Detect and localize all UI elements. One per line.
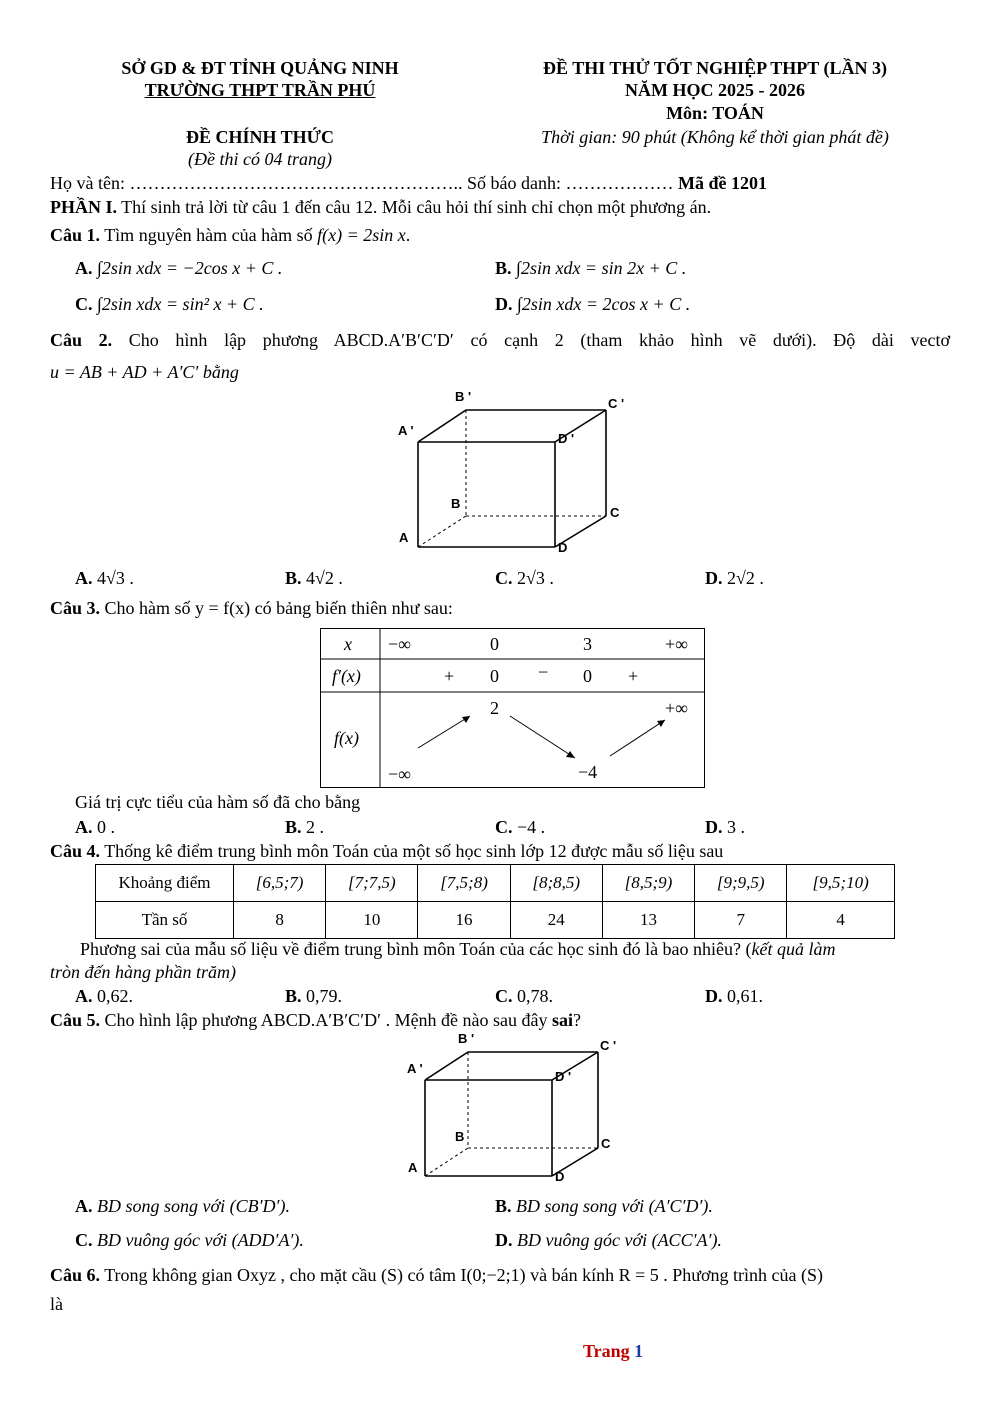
vt-x-label: x	[344, 634, 352, 654]
freq-value-cell: 8	[234, 902, 326, 939]
vt-f-label: f(x)	[334, 728, 359, 748]
cube1-label-c: C	[610, 505, 620, 520]
q4-option-c-text: 0,78.	[517, 986, 553, 1006]
vt-x-neg-inf: −∞	[388, 634, 411, 654]
student-info-line	[50, 173, 767, 194]
part1-title: PHẦN I.	[50, 197, 117, 217]
q3-option-a-text: 0 .	[97, 817, 115, 837]
vt-fp-zero-1: 0	[490, 666, 499, 686]
q3-option-c[interactable]: C. −4 .	[495, 817, 546, 837]
part1-instruction	[50, 197, 711, 218]
freq-header-cell: [8,5;9)	[602, 865, 694, 902]
q1-option-a-text: ∫2sin xdx = −2cos x + C .	[97, 258, 283, 278]
q4-option-a-text: 0,62.	[97, 986, 133, 1006]
q2-option-a-text: 4√3 .	[97, 568, 134, 588]
vt-fp-zero-2: 0	[583, 666, 592, 686]
q1-text: Tìm nguyên hàm của hàm số	[100, 225, 318, 245]
q3-label: Câu 3.	[50, 598, 101, 618]
q3-option-c-text: −4 .	[517, 817, 546, 837]
cube1-label-b: B	[451, 496, 461, 511]
q3-text: Cho hàm số y = f(x) có bảng biến thiên như sau:	[100, 598, 453, 618]
q1-option-d-text: ∫2sin xdx = 2cos x + C .	[517, 294, 691, 314]
exam-title: ĐỀ THI THỬ TỐT NGHIỆP THPT (LẦN 3)	[543, 58, 887, 78]
cube2-label-b1: B '	[458, 1031, 475, 1046]
q6-label: Câu 6.	[50, 1265, 101, 1285]
q5-option-d[interactable]: D. BD vuông góc với (ACC′A′).	[495, 1230, 722, 1250]
freq-header-cell: [9,5;10)	[787, 865, 895, 902]
vt-x-0: 0	[490, 634, 499, 654]
q3-option-a[interactable]: A. 0 .	[75, 817, 115, 837]
q3-followup: Giá trị cực tiểu của hàm số đã cho bằng	[75, 792, 361, 812]
q6-text: Trong không gian Oxyz , cho mặt cầu (S) có tâm I(0;−2;1) và bán kính R = 5 . Phương trình của (S)	[100, 1265, 823, 1285]
cube1-label-d: D	[558, 540, 568, 555]
q4-question	[80, 939, 836, 960]
footer-page-number: 1	[634, 1341, 644, 1361]
cube2-label-b: B	[455, 1129, 465, 1144]
vt-x-pos-inf: +∞	[665, 634, 688, 654]
vt-f-pos-inf: +∞	[665, 698, 688, 718]
q2-option-b[interactable]: B. 4√2 .	[285, 568, 343, 588]
cube1-label-a: A	[399, 530, 409, 545]
vt-f-max: 2	[490, 698, 499, 718]
q3-option-d-text: 3 .	[727, 817, 745, 837]
freq-header-cell: [7,5;8)	[418, 865, 510, 902]
vt-f-min: −4	[578, 762, 598, 782]
q4-question-text: Phương sai của mẫu số liệu về điểm trung bình môn Toán của các học sinh đó là bao nhiêu? (	[80, 939, 752, 959]
q3-option-b-text: 2 .	[306, 817, 325, 837]
official-label: ĐỀ CHÍNH THỨC	[185, 127, 335, 147]
q4-option-b[interactable]: B. 0,79.	[285, 986, 343, 1006]
freq-label-cell: Tần số	[96, 902, 234, 939]
vt-x-3: 3	[583, 634, 592, 654]
footer-word: Trang	[583, 1341, 630, 1361]
q4-text: Thống kê điểm trung bình môn Toán của một số học sinh lớp 12 được mẫu số liệu sau	[100, 841, 724, 861]
vt-fp-label: f′(x)	[332, 666, 361, 686]
freq-value-cell: 13	[602, 902, 694, 939]
question-4	[50, 841, 723, 862]
freq-value-cell: 16	[418, 902, 510, 939]
q2-option-d[interactable]: D. 2√2 .	[705, 568, 764, 588]
question-3	[50, 598, 453, 619]
q1-math: f(x) = 2sin x	[317, 225, 406, 245]
name-label: Họ và tên: ……………………………………………….. Số báo danh: ………………	[50, 173, 678, 193]
cube2-label-c: C	[601, 1136, 611, 1151]
exam-code: Mã đề 1201	[677, 173, 767, 193]
freq-header-cell: Khoảng điểm	[96, 865, 234, 902]
q5-option-a-text: BD song song với (CB′D′).	[97, 1196, 290, 1216]
question-6	[50, 1265, 823, 1286]
time-note: Thời gian: 90 phút (Không kể thời gian phát đề)	[541, 127, 889, 147]
cube2-label-d1: D '	[555, 1069, 572, 1084]
q2-vector-line: u = AB + AD + A′C′ bằng	[50, 362, 239, 382]
part1-text: Thí sinh trả lời từ câu 1 đến câu 12. Mỗi câu hỏi thí sinh chỉ chọn một phương án.	[117, 197, 712, 217]
q4-question-italic: kết quả làm	[751, 939, 836, 959]
freq-header-row	[96, 865, 895, 902]
cube1-label-b1: B '	[455, 389, 472, 404]
q2-option-a[interactable]: A. 4√3 .	[75, 568, 134, 588]
frequency-table	[95, 864, 895, 939]
q5-text: Cho hình lập phương ABCD.A′B′C′D′ . Mệnh đề nào sau đây	[100, 1010, 553, 1030]
q5-bold-word: sai	[552, 1010, 574, 1030]
school-year: NĂM HỌC 2025 - 2026	[625, 80, 805, 100]
question-5	[50, 1010, 581, 1031]
subject: Môn: TOÁN	[666, 103, 764, 123]
q5-option-c-text: BD vuông góc với (ADD′A′).	[97, 1230, 304, 1250]
q4-question-line2: tròn đến hàng phần trăm)	[50, 962, 236, 982]
cube2-label-d: D	[555, 1169, 565, 1184]
vt-fp-sign-1: +	[444, 666, 455, 686]
cube-figure-2	[400, 1030, 630, 1185]
q3-option-b[interactable]: B. 2 .	[285, 817, 325, 837]
q2-text: Cho hình lập phương ABCD.A′B′C′D′ có cạnh 2 (tham khảo hình vẽ dưới). Độ dài vectơ	[128, 330, 951, 350]
cube1-label-a1: A '	[398, 423, 414, 438]
q4-option-a[interactable]: A. 0,62.	[75, 986, 133, 1006]
pages-note: (Đề thi có 04 trang)	[188, 149, 332, 169]
q2-label: Câu 2.	[50, 330, 113, 350]
q2-option-c[interactable]: C. 2√3 .	[495, 568, 554, 588]
q6-line2: là	[50, 1294, 63, 1314]
freq-value-cell: 24	[510, 902, 602, 939]
q5-option-c[interactable]: C. BD vuông góc với (ADD′A′).	[75, 1230, 304, 1250]
q3-option-d[interactable]: D. 3 .	[705, 817, 745, 837]
page-footer	[583, 1341, 643, 1362]
freq-value-cell: 4	[787, 902, 895, 939]
q5-end: ?	[573, 1010, 582, 1030]
q5-option-a[interactable]: A. BD song song với (CB′D′).	[75, 1196, 290, 1216]
vt-fp-sign-3: +	[628, 666, 639, 686]
cube1-label-c1: C '	[608, 396, 625, 411]
q1-option-d[interactable]: D. ∫2sin xdx = 2cos x + C .	[495, 294, 691, 314]
freq-header-cell: [9;9,5)	[695, 865, 787, 902]
q2-option-b-text: 4√2 .	[306, 568, 343, 588]
cube1-label-d1: D '	[558, 431, 575, 446]
freq-value-row	[96, 902, 895, 939]
variation-table	[320, 628, 705, 788]
cube2-label-a1: A '	[407, 1061, 423, 1076]
q4-option-b-text: 0,79.	[306, 986, 343, 1006]
freq-value-cell: 7	[695, 902, 787, 939]
q5-option-d-text: BD vuông góc với (ACC′A′).	[517, 1230, 722, 1250]
q5-option-b[interactable]: B. BD song song với (A′C′D′).	[495, 1196, 713, 1216]
cube2-label-a: A	[408, 1160, 418, 1175]
q1-option-c-text: ∫2sin xdx = sin² x + C .	[97, 294, 264, 314]
q1-label: Câu 1.	[50, 225, 101, 245]
q4-label: Câu 4.	[50, 841, 101, 861]
q4-option-c[interactable]: C. 0,78.	[495, 986, 553, 1006]
freq-header-cell: [7;7,5)	[326, 865, 418, 902]
question-1	[50, 225, 410, 246]
vt-fp-sign-2: −	[538, 662, 549, 682]
q5-option-b-text: BD song song với (A′C′D′).	[516, 1196, 713, 1216]
q1-option-a[interactable]: A. ∫2sin xdx = −2cos x + C .	[75, 258, 283, 278]
freq-header-cell: [6,5;7)	[234, 865, 326, 902]
school-name: TRƯỜNG THPT TRẦN PHÚ	[144, 80, 376, 100]
department-name: SỞ GD & ĐT TỈNH QUẢNG NINH	[121, 58, 399, 78]
q2-option-c-text: 2√3 .	[517, 568, 554, 588]
q2-option-d-text: 2√2 .	[727, 568, 764, 588]
cube2-label-c1: C '	[600, 1038, 617, 1053]
q4-option-d-text: 0,61.	[727, 986, 763, 1006]
question-2	[50, 330, 950, 351]
q1-end: .	[405, 225, 411, 245]
q4-option-d[interactable]: D. 0,61.	[705, 986, 763, 1006]
q5-label: Câu 5.	[50, 1010, 101, 1030]
vt-f-neg-inf: −∞	[388, 764, 411, 784]
freq-value-cell: 10	[326, 902, 418, 939]
cube-figure-1	[390, 385, 640, 560]
q1-option-c[interactable]: C. ∫2sin xdx = sin² x + C .	[75, 294, 264, 314]
freq-header-cell: [8;8,5)	[510, 865, 602, 902]
q1-option-b[interactable]: B. ∫2sin xdx = sin 2x + C .	[495, 258, 687, 278]
q1-option-b-text: ∫2sin xdx = sin 2x + C .	[516, 258, 687, 278]
